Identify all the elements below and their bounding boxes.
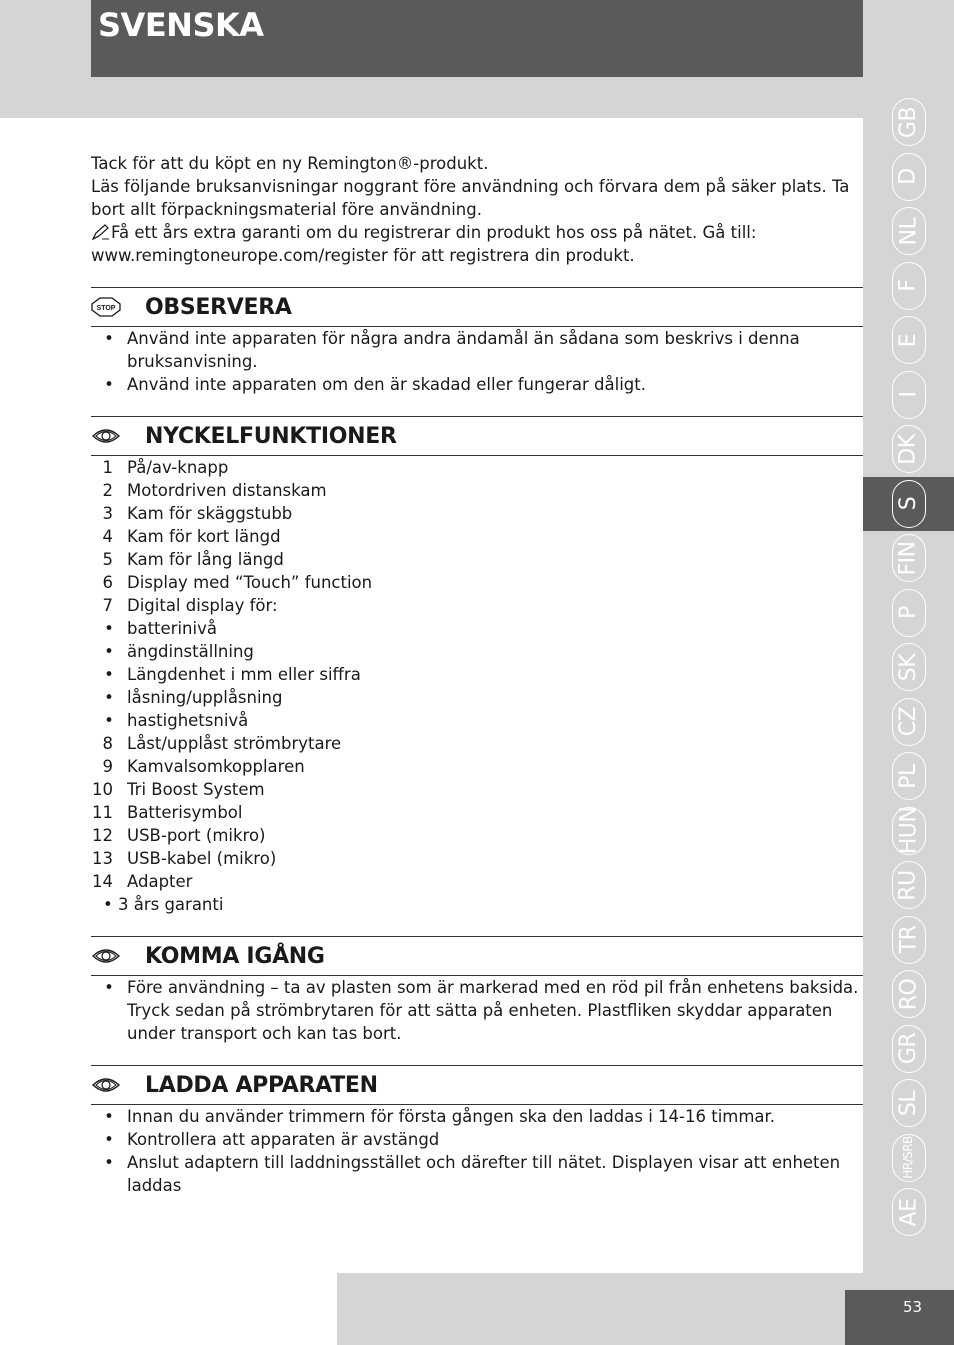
tab-circle <box>892 1134 926 1182</box>
bullet-marker: • <box>104 1153 114 1172</box>
bullet-marker: • <box>104 329 114 348</box>
language-tab-p[interactable] <box>863 586 954 641</box>
list-item <box>91 373 863 396</box>
list-item-text: Kontrollera att apparaten är avstängd <box>127 1130 440 1149</box>
feature-text: Adapter <box>127 872 193 891</box>
tab-circle <box>892 316 926 364</box>
feature-item <box>91 870 863 893</box>
bullet-marker: • <box>104 1130 114 1149</box>
bullet-marker: • <box>104 978 114 997</box>
feature-item <box>91 778 863 801</box>
language-tab-fin[interactable] <box>863 531 954 586</box>
feature-text: Motordriven distanskam <box>127 481 327 500</box>
language-tab-sl[interactable] <box>863 1076 954 1131</box>
tab-circle <box>892 698 926 746</box>
language-tab-sk[interactable] <box>863 640 954 695</box>
bullet-marker: • <box>104 375 114 394</box>
page-title: SVENSKA <box>98 6 264 44</box>
tab-label: E <box>896 333 921 347</box>
section-komma-igang <box>91 936 863 1045</box>
feature-item <box>91 801 863 824</box>
language-tabs <box>863 95 954 1240</box>
eye-icon <box>91 426 121 446</box>
feature-marker: 10 <box>92 780 113 799</box>
tab-label: CZ <box>896 707 921 737</box>
feature-item <box>91 502 863 525</box>
language-tab-pl[interactable] <box>863 749 954 804</box>
language-tab-s[interactable] <box>863 477 954 532</box>
feature-marker: 5 <box>102 550 113 569</box>
feature-marker: 8 <box>102 734 113 753</box>
feature-text: Kamvalsomkopplaren <box>127 757 305 776</box>
guarantee-note: • 3 års garanti <box>103 895 224 914</box>
intro-line-1: Tack för att du köpt en ny Remington®-produkt. <box>91 154 489 173</box>
language-tab-ro[interactable] <box>863 967 954 1022</box>
section-observera <box>91 287 863 396</box>
feature-marker: • <box>104 711 114 730</box>
language-tab-hun[interactable] <box>863 804 954 859</box>
list-item <box>91 1128 863 1151</box>
tab-label: F <box>896 279 921 292</box>
feature-text: Digital display för: <box>127 596 278 615</box>
feature-text: låsning/upplåsning <box>127 688 283 707</box>
language-tab-nl[interactable] <box>863 204 954 259</box>
feature-item <box>91 755 863 778</box>
feature-text: USB-port (mikro) <box>127 826 266 845</box>
page-number: 53 <box>903 1298 923 1316</box>
section-header-ladda <box>91 1065 863 1105</box>
feature-marker: 1 <box>102 458 113 477</box>
language-tab-gr[interactable] <box>863 1022 954 1077</box>
tab-label: NL <box>896 217 921 246</box>
header-bar <box>91 0 863 77</box>
list-item <box>91 1151 863 1197</box>
tab-label: HUN <box>896 806 922 855</box>
tab-label: PL <box>896 763 921 789</box>
main-content <box>91 152 863 1197</box>
language-tab-hr-srb[interactable] <box>863 1131 954 1186</box>
tab-label: D <box>895 168 921 185</box>
tab-label: GB <box>895 106 921 138</box>
feature-marker: • <box>104 642 114 661</box>
language-tab-dk[interactable] <box>863 422 954 477</box>
tab-circle <box>892 425 926 473</box>
feature-marker: 11 <box>92 803 113 822</box>
observera-list <box>91 327 863 396</box>
tab-circle <box>892 480 926 528</box>
language-tab-e[interactable] <box>863 313 954 368</box>
section-nyckelfunktioner <box>91 416 863 916</box>
feature-item <box>91 525 863 548</box>
eye-icon <box>91 946 121 966</box>
language-tab-gb[interactable] <box>863 95 954 150</box>
tab-label: DK <box>896 434 921 465</box>
feature-text: hastighetsnivå <box>127 711 249 730</box>
feature-text: Tri Boost System <box>127 780 265 799</box>
feature-item <box>91 594 863 617</box>
feature-item <box>91 847 863 870</box>
tab-label: SK <box>896 653 921 681</box>
feature-marker: • <box>104 688 114 707</box>
intro-line-3-text: Få ett års extra garanti om du registrerar din produkt hos oss på nätet. Gå till: www.remingtoneurope.com/register för att registrera din produkt. <box>91 223 757 265</box>
tab-circle <box>892 207 926 255</box>
language-tab-ae[interactable] <box>863 1185 954 1240</box>
language-tab-i[interactable] <box>863 368 954 423</box>
tab-label: TR <box>895 925 921 954</box>
language-tab-ru[interactable] <box>863 858 954 913</box>
feature-marker: 12 <box>92 826 113 845</box>
ladda-list <box>91 1105 863 1197</box>
feature-marker: 4 <box>102 527 113 546</box>
tab-circle <box>892 1025 926 1073</box>
tab-circle <box>892 970 926 1018</box>
intro-line-2: Läs följande bruksanvisningar noggrant före användning och förvara dem på säker plats. Ta bort allt förpackningsmaterial före användning. <box>91 177 850 219</box>
feature-item <box>91 617 863 640</box>
tab-circle <box>892 371 926 419</box>
feature-item <box>91 548 863 571</box>
feature-item <box>91 732 863 755</box>
feature-text: På/av-knapp <box>127 458 229 477</box>
tab-circle <box>892 534 926 582</box>
tab-label: HR/SRB <box>901 1136 915 1180</box>
pen-icon <box>91 223 111 241</box>
tab-circle <box>892 153 926 201</box>
tab-circle <box>892 752 926 800</box>
section-title-nyckelfunktioner: NYCKELFUNKTIONER <box>145 423 397 449</box>
feature-item <box>91 686 863 709</box>
feature-item <box>91 456 863 479</box>
tab-circle <box>892 98 926 146</box>
bullet-marker: • <box>104 1107 114 1126</box>
tab-circle <box>892 643 926 691</box>
feature-marker: 2 <box>102 481 113 500</box>
language-tab-tr[interactable] <box>863 913 954 968</box>
intro-line-3 <box>91 221 863 267</box>
footer-left-panel <box>0 1273 337 1345</box>
feature-item <box>91 663 863 686</box>
list-item-text: Innan du använder trimmern för första gången ska den laddas i 14-16 timmar. <box>127 1107 776 1126</box>
feature-item <box>91 571 863 594</box>
feature-marker: 13 <box>92 849 113 868</box>
feature-text: Display med “Touch” function <box>127 573 373 592</box>
feature-marker: • <box>104 665 114 684</box>
feature-text: ängdinställning <box>127 642 254 661</box>
feature-text: USB-kabel (mikro) <box>127 849 277 868</box>
tab-label: AE <box>895 1198 921 1227</box>
feature-marker: 7 <box>102 596 113 615</box>
intro <box>91 152 863 267</box>
tab-label: RU <box>895 870 921 901</box>
list-item <box>91 1105 863 1128</box>
tab-label: FIN <box>896 541 922 576</box>
feature-text: Låst/upplåst strömbrytare <box>127 734 342 753</box>
list-item <box>91 327 863 373</box>
feature-text: Kam för skäggstubb <box>127 504 293 523</box>
section-title-observera: OBSERVERA <box>145 294 292 320</box>
feature-text: batterinivå <box>127 619 217 638</box>
language-tab-cz[interactable] <box>863 695 954 750</box>
feature-marker: 9 <box>102 757 113 776</box>
feature-marker: • <box>104 619 114 638</box>
features-list <box>91 456 863 893</box>
komma-igang-list <box>91 976 863 1045</box>
language-tab-d[interactable] <box>863 150 954 205</box>
tab-label: I <box>896 391 921 398</box>
feature-marker: 14 <box>92 872 113 891</box>
feature-item <box>91 709 863 732</box>
section-header-komma-igang <box>91 936 863 976</box>
feature-marker: 3 <box>102 504 113 523</box>
stop-icon-text: STOP <box>96 305 116 312</box>
list-item <box>91 976 863 1045</box>
list-item-text: Använd inte apparaten för några andra ändamål än sådana som beskrivs i denna bruksanvisning. <box>127 329 800 371</box>
feature-item <box>91 479 863 502</box>
tab-label: SL <box>895 1090 921 1116</box>
tab-label: S <box>896 497 921 511</box>
tab-label: RO <box>895 978 921 1011</box>
feature-text: Längdenhet i mm eller siffra <box>127 665 361 684</box>
tab-circle <box>892 589 926 637</box>
eye-icon <box>91 1075 121 1095</box>
stop-icon <box>91 297 121 317</box>
feature-item <box>91 824 863 847</box>
tab-circle <box>892 1079 926 1127</box>
tab-circle <box>892 262 926 310</box>
page-number-box <box>845 1290 954 1345</box>
tab-circle <box>892 807 926 855</box>
tab-circle <box>892 1188 926 1236</box>
feature-text: Batterisymbol <box>127 803 243 822</box>
tab-label: P <box>896 606 921 620</box>
list-item-text: Före användning – ta av plasten som är markerad med en röd pil från enhetens baksida. Tryck sedan på strömbrytaren för att sätta på enheten. Plastfliken skyddar apparaten under transport och kan tas bort. <box>127 978 859 1043</box>
list-item-text: Använd inte apparaten om den är skadad eller fungerar dåligt. <box>127 375 646 394</box>
tab-label: GR <box>896 1033 921 1065</box>
feature-marker: 6 <box>102 573 113 592</box>
section-header-nyckelfunktioner <box>91 416 863 456</box>
section-ladda <box>91 1065 863 1197</box>
language-tab-f[interactable] <box>863 259 954 314</box>
feature-item <box>91 640 863 663</box>
section-title-ladda: LADDA APPARATEN <box>145 1072 378 1098</box>
feature-text: Kam för lång längd <box>127 550 284 569</box>
section-header-observera <box>91 287 863 327</box>
feature-text: Kam för kort längd <box>127 527 281 546</box>
tab-circle <box>892 916 926 964</box>
tab-circle <box>892 861 926 909</box>
section-title-komma-igang: KOMMA IGÅNG <box>145 943 325 969</box>
list-item-text: Anslut adaptern till laddningsstället och därefter till nätet. Displayen visar att enheten laddas <box>127 1153 841 1195</box>
